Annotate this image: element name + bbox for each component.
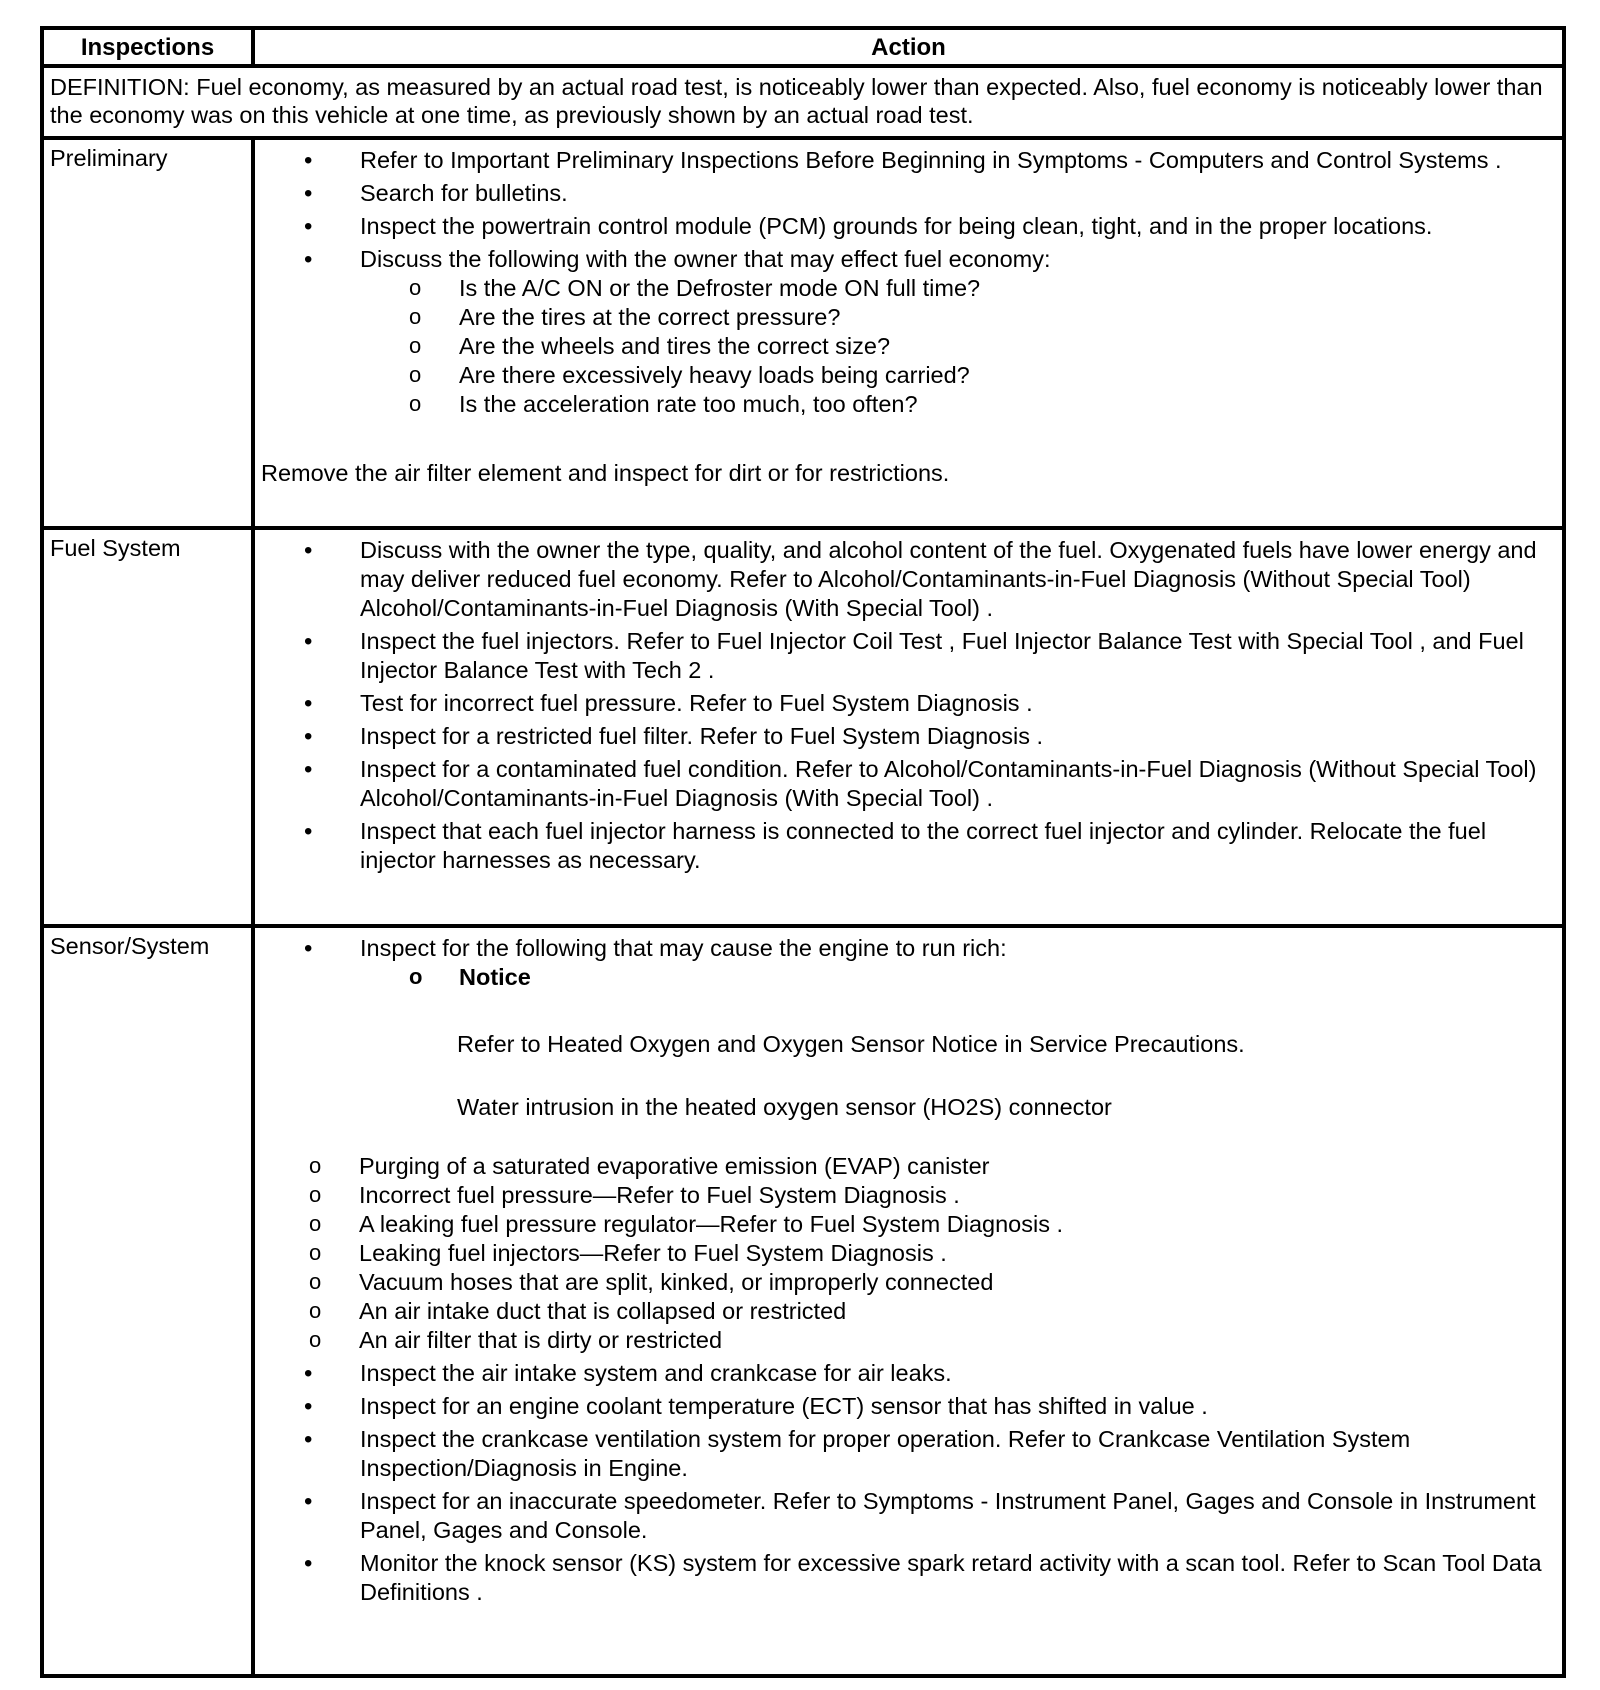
preliminary-sublist	[360, 274, 1542, 419]
list-item-text: Discuss the following with the owner that may effect fuel economy:	[360, 246, 1051, 272]
notice-text: Refer to Heated Oxygen and Oxygen Sensor Notice in Service Precautions.	[457, 1031, 1245, 1057]
list-item: • Inspect the powertrain control module (PCM) grounds for being clean, tight, and in the proper locations.	[255, 212, 1562, 241]
list-item	[255, 934, 1562, 992]
label-sensor-system: Sensor/System	[42, 926, 253, 1676]
list-item: • Refer to Important Preliminary Inspections Before Beginning in Symptoms - Computers and Control Systems .	[255, 146, 1562, 175]
definition-text: DEFINITION: Fuel economy, as measured by an actual road test, is noticeably lower than expected. Also, fuel economy is noticeably lower than the economy was on this vehicle at one time, as previously shown by an actual road test.	[42, 66, 1564, 138]
list-item: • Inspect for a restricted fuel filter. Refer to Fuel System Diagnosis .	[255, 722, 1562, 751]
sub-list-item: o Incorrect fuel pressure—Refer to Fuel System Diagnosis .	[259, 1181, 1542, 1210]
preliminary-trailing-text: Remove the air filter element and inspect for dirt or for restrictions.	[261, 460, 950, 486]
sub-list-item: o An air filter that is dirty or restricted	[259, 1326, 1542, 1355]
action-preliminary	[253, 138, 1564, 528]
sub-list-item: o Are the wheels and tires the correct size?	[359, 332, 1542, 361]
list-item: • Inspect that each fuel injector harness is connected to the correct fuel injector and cylinder. Relocate the fuel injector harnesses as necessary.	[255, 817, 1562, 875]
notice-extra-text: Water intrusion in the heated oxygen sensor (HO2S) connector	[457, 1094, 1112, 1120]
action-sensor-system	[253, 926, 1564, 1676]
sub-list-item: o Is the A/C ON or the Defroster mode ON full time?	[359, 274, 1542, 303]
list-item: • Monitor the knock sensor (KS) system for excessive spark retard activity with a scan tool. Refer to Scan Tool Data Definitions .	[255, 1549, 1562, 1607]
list-item: • Inspect for an inaccurate speedometer. Refer to Symptoms - Instrument Panel, Gages and Console in Instrument Panel, Gages and Console.	[255, 1487, 1562, 1545]
preliminary-list	[255, 146, 1562, 419]
notice-heading: o Notice	[359, 963, 1542, 992]
list-item: • Inspect the air intake system and crankcase for air leaks.	[255, 1359, 1562, 1388]
header-action: Action	[253, 28, 1564, 66]
fuel-system-list	[255, 536, 1562, 875]
sub-list-item: o A leaking fuel pressure regulator—Refer to Fuel System Diagnosis .	[259, 1210, 1542, 1239]
sensor-sublist	[260, 1152, 1542, 1355]
sub-list-item: o An air intake duct that is collapsed or restricted	[259, 1297, 1542, 1326]
sub-list-item: o Purging of a saturated evaporative emission (EVAP) canister	[259, 1152, 1542, 1181]
list-item: • Test for incorrect fuel pressure. Refer to Fuel System Diagnosis .	[255, 689, 1562, 718]
list-item-text: Inspect for the following that may cause the engine to run rich:	[360, 935, 1007, 961]
header-row	[42, 28, 1564, 66]
list-item	[255, 245, 1562, 419]
sub-list-container	[255, 1152, 1562, 1355]
action-fuel-system	[253, 528, 1564, 926]
list-item: • Discuss with the owner the type, quality, and alcohol content of the fuel. Oxygenated fuels have lower energy and may deliver reduced fuel economy. Refer to Alcohol/Contaminants-in-Fuel Diagnosis (Without Special Tool) Alcohol/Contaminants-in-Fuel Diagnosis (With Special Tool) .	[255, 536, 1562, 623]
sensor-system-continued-list	[255, 1152, 1562, 1355]
sub-list-item: o Are the tires at the correct pressure?	[359, 303, 1542, 332]
list-item: • Inspect for an engine coolant temperature (ECT) sensor that has shifted in value .	[255, 1392, 1562, 1421]
definition-row	[42, 66, 1564, 138]
label-fuel-system: Fuel System	[42, 528, 253, 926]
notice-body	[255, 996, 1562, 1156]
inspections-table	[40, 26, 1566, 1678]
sensor-system-more-list	[255, 1359, 1562, 1607]
sub-list-item: o Leaking fuel injectors—Refer to Fuel System Diagnosis .	[259, 1239, 1542, 1268]
table-row-fuel-system	[42, 528, 1564, 926]
sensor-notice-sublist	[360, 963, 1542, 992]
sub-list-item: o Vacuum hoses that are split, kinked, or improperly connected	[259, 1268, 1542, 1297]
header-inspections: Inspections	[42, 28, 253, 66]
label-preliminary: Preliminary	[42, 138, 253, 528]
table-row-preliminary	[42, 138, 1564, 528]
table-row-sensor-system	[42, 926, 1564, 1676]
list-item: • Search for bulletins.	[255, 179, 1562, 208]
sub-list-item: o Is the acceleration rate too much, too often?	[359, 390, 1542, 419]
sub-list-item: o Are there excessively heavy loads being carried?	[359, 361, 1542, 390]
sensor-system-list	[255, 934, 1562, 992]
list-item: • Inspect the fuel injectors. Refer to Fuel Injector Coil Test , Fuel Injector Balance Test with Special Tool , and Fuel Injector Balance Test with Tech 2 .	[255, 627, 1562, 685]
list-item: • Inspect the crankcase ventilation system for proper operation. Refer to Crankcase Ventilation System Inspection/Diagnosis in Engine.	[255, 1425, 1562, 1483]
inspections-table-container	[40, 26, 1562, 1678]
list-item: • Inspect for a contaminated fuel condition. Refer to Alcohol/Contaminants-in-Fuel Diagnosis (Without Special Tool) Alcohol/Contaminants-in-Fuel Diagnosis (With Special Tool) .	[255, 755, 1562, 813]
